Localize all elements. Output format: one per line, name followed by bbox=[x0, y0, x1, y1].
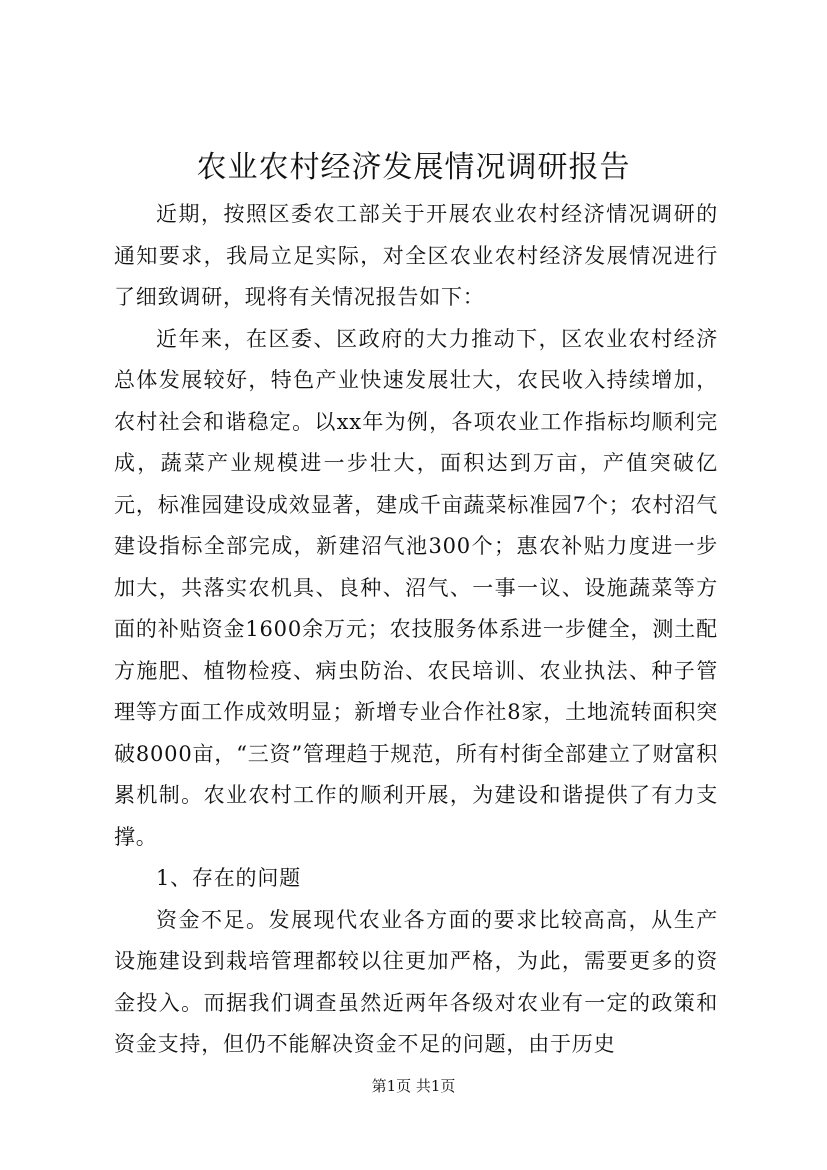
document-body bbox=[114, 194, 718, 1066]
paragraph-intro: 近期，按照区委农工部关于开展农业农村经济情况调研的通知要求，我局立足实际，对全区农业农村经济发展情况进行了细致调研，现将有关情况报告如下： bbox=[114, 202, 718, 309]
paragraph-overview: 近年来，在区委、区政府的大力推动下，区农业农村经济总体发展较好，特色产业快速发展壮大，农民收入持续增加，农村社会和谐稳定。以xx年为例，各项农业工作指标均顺利完成，蔬菜产业规模进一步壮大，面积达到万亩，产值突破亿元，标准园建设成效显著，建成千亩蔬菜标准园7个；农村沼气建设指标全部完成，新建沼气池300个；惠农补贴力度进一步加大，共落实农机具、良种、沼气、一事一议、设施蔬菜等方面的补贴资金1600余万元；农技服务体系进一步健全，测土配方施肥、植物检疫、病虫防治、农民培训、农业执法、种子管理等方面工作成效明显；新增专业合作社8家，土地流转面积突破8000亩，“三资”管理趋于规范，所有村街全部建立了财富积累机制。农业农村工作的顺利开展，为建设和谐提供了有力支撑。 bbox=[114, 326, 718, 849]
paragraph-funding: 资金不足。发展现代农业各方面的要求比较高高，从生产设施建设到栽培管理都较以往更加严格，为此，需要更多的资金投入。而据我们调查虽然近两年各级对农业有一定的政策和资金支持，但仍不能解决资金不足的问题，由于历史 bbox=[114, 907, 718, 1056]
document-title: 农业农村经济发展情况调研报告 bbox=[196, 150, 631, 185]
section-heading-problems: 1、存在的问题 bbox=[156, 866, 301, 890]
page-footer: 第1页 共1页 bbox=[371, 1077, 456, 1095]
